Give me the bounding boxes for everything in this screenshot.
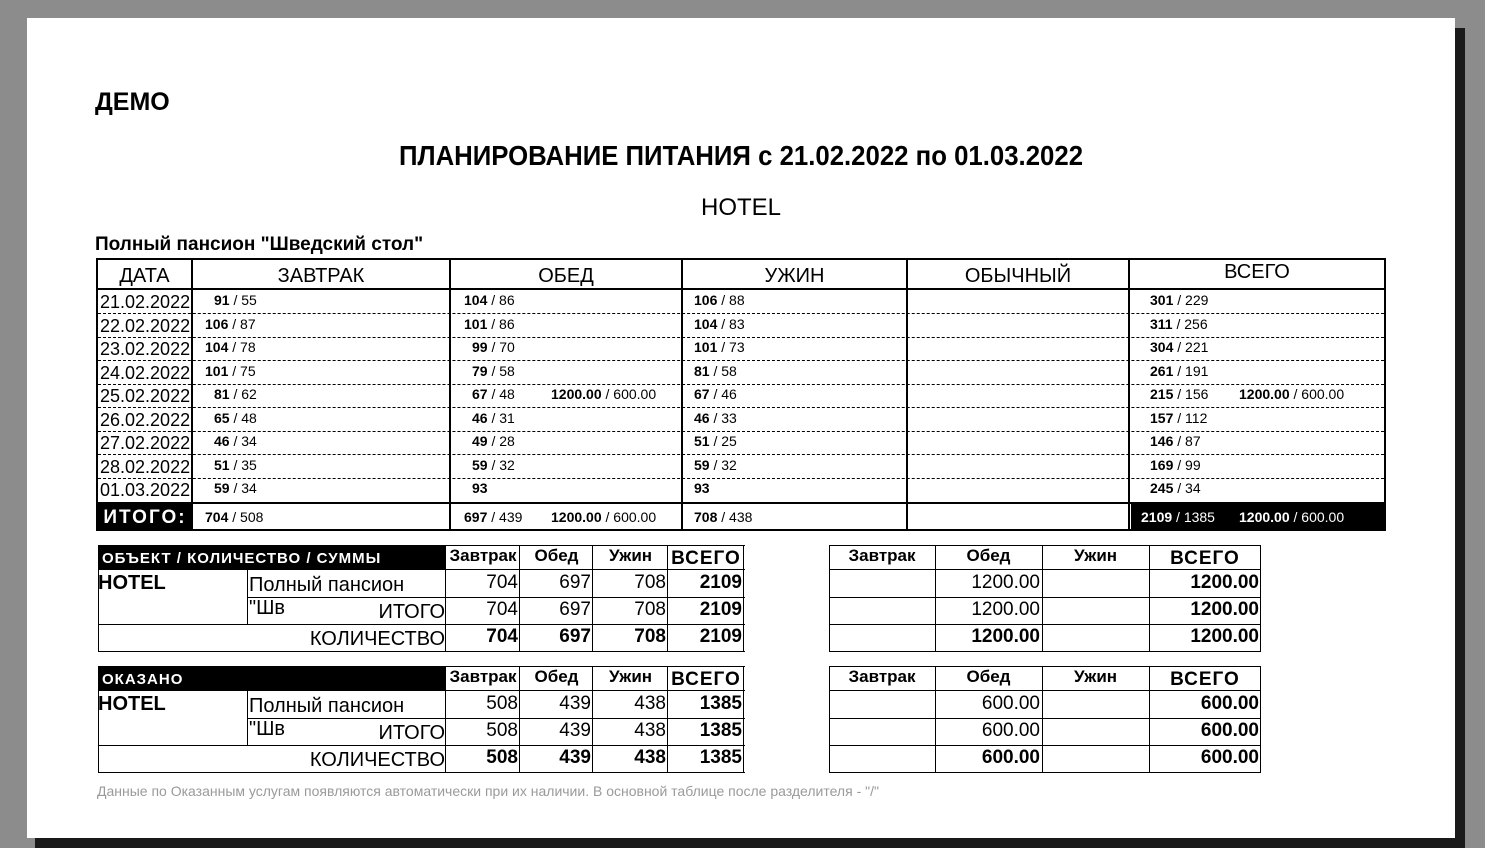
- column-header: ВСЕГО: [1224, 261, 1290, 283]
- dinner-cell-separator: /: [709, 386, 722, 402]
- total-cell-separator: /: [1173, 292, 1186, 308]
- breakfast-cell: [214, 386, 257, 402]
- date-cell: 24.02.2022: [100, 362, 191, 383]
- date-cell: 27.02.2022: [100, 433, 191, 453]
- totals-all-done: 1385: [1183, 509, 1215, 525]
- itogo-label: ИТОГО: [378, 722, 445, 744]
- date-cell: 25.02.2022: [100, 386, 191, 406]
- totals-lunch-sum-planned: 1200.00: [551, 509, 602, 525]
- breakfast-cell-done: 34: [241, 433, 257, 449]
- value-cell: 600.00: [1200, 720, 1259, 741]
- dinner-cell: [694, 410, 737, 426]
- section-title: Полный пансион "Шведский стол": [95, 234, 424, 255]
- value-cell: 697: [559, 599, 591, 620]
- breakfast-cell: [214, 410, 257, 426]
- total-cell: [1150, 316, 1208, 332]
- column-header: ОБЫЧНЫЙ: [964, 265, 1072, 287]
- lunch-cell-done: 48: [499, 386, 515, 402]
- value-cell: 704: [486, 599, 518, 620]
- breakfast-cell-planned: 104: [205, 339, 229, 355]
- breakfast-cell-separator: /: [229, 409, 242, 426]
- lunch-cell-done: 28: [499, 433, 515, 449]
- table-line: [829, 545, 830, 652]
- table-line: [829, 718, 1261, 719]
- total-cell: [1150, 433, 1201, 449]
- itogo-label: ИТОГО: [378, 601, 445, 623]
- dinner-cell-separator: /: [709, 433, 722, 449]
- value-cell: 1200.00: [971, 626, 1040, 647]
- table-header-band: ОКАЗАНО: [98, 666, 446, 690]
- table-row: [98, 384, 1384, 408]
- dinner-cell-planned: 101: [694, 339, 718, 355]
- total-cell-planned: 301: [1150, 292, 1174, 308]
- value-cell: 2109: [699, 626, 742, 647]
- totals-lunch-planned: 697: [464, 509, 488, 525]
- table-line: [1042, 666, 1043, 773]
- value-cell: 600.00: [1200, 747, 1259, 768]
- lunch-cell-done: 58: [499, 362, 515, 379]
- totals-lunch: [464, 509, 522, 525]
- footnote: Данные по Оказанным услугам появляются автоматически при их наличии. В основной таблице после разделителя - "/": [97, 783, 879, 799]
- breakfast-cell-done: 35: [241, 456, 257, 473]
- table-line: [829, 569, 1261, 570]
- lunch-cell-planned: 79: [472, 362, 488, 379]
- breakfast-cell: [205, 339, 256, 355]
- breakfast-cell-separator: /: [228, 362, 241, 379]
- total-cell-separator: /: [1173, 362, 1186, 379]
- total-cell-done: 229: [1185, 292, 1209, 308]
- table-line: [98, 651, 745, 652]
- lunch-cell-planned: 46: [472, 409, 488, 426]
- table-line: [247, 690, 248, 745]
- breakfast-cell: [214, 457, 257, 473]
- column-header: ВСЕГО: [671, 669, 741, 690]
- total-sum-cell-done: 600.00: [1301, 386, 1345, 402]
- column-header: ВСЕГО: [1170, 548, 1240, 569]
- value-cell: 1385: [699, 747, 742, 768]
- value-cell: 1200.00: [1190, 599, 1259, 620]
- column-header: Обед: [534, 546, 579, 565]
- dinner-cell: [694, 339, 745, 355]
- object-name: HOTEL: [98, 572, 166, 594]
- table-line: [829, 624, 1261, 625]
- kolichestvo-label: КОЛИЧЕСТВО: [309, 628, 445, 650]
- dinner-cell: [694, 433, 737, 449]
- column-header: Завтрак: [848, 667, 916, 686]
- breakfast-cell-done: 78: [240, 339, 256, 355]
- value-cell: 508: [486, 747, 518, 768]
- breakfast-cell: [205, 316, 256, 332]
- total-cell-separator: /: [1173, 433, 1186, 449]
- table-line: [1260, 545, 1261, 652]
- lunch-cell-separator: /: [487, 409, 500, 426]
- column-header: Завтрак: [449, 546, 517, 565]
- total-cell: [1150, 410, 1207, 426]
- lunch-sum-cell-separator: /: [601, 386, 614, 402]
- table-row: [98, 361, 1384, 385]
- totals-lunch-done: 439: [499, 509, 523, 525]
- breakfast-cell-done: 48: [241, 409, 257, 426]
- lunch-cell-done: 31: [499, 409, 515, 426]
- total-cell-planned: 169: [1150, 456, 1174, 473]
- breakfast-cell-planned: 101: [205, 362, 229, 379]
- breakfast-cell-done: 34: [241, 480, 257, 496]
- lunch-cell: [472, 339, 515, 355]
- dinner-cell-separator: /: [709, 409, 722, 426]
- lunch-cell-planned: 99: [472, 339, 488, 355]
- dinner-cell: [694, 363, 737, 379]
- date-cell: 01.03.2022: [100, 480, 191, 500]
- date-cell: 21.02.2022: [100, 292, 191, 312]
- dinner-cell-separator: /: [717, 339, 730, 355]
- total-cell: [1150, 457, 1201, 473]
- table-line: [247, 569, 248, 624]
- value-cell: 439: [559, 720, 591, 741]
- table-line: [829, 651, 1261, 652]
- totals-lunch-separator: /: [487, 509, 500, 525]
- column-header: Ужин: [608, 546, 653, 565]
- table-line: [98, 772, 745, 773]
- breakfast-cell-done: 62: [241, 386, 257, 402]
- date-cell: 22.02.2022: [100, 315, 191, 336]
- table-row: [98, 478, 1384, 501]
- table-row: [98, 431, 1384, 455]
- dinner-cell-done: 83: [729, 315, 745, 332]
- breakfast-cell-separator: /: [229, 456, 242, 473]
- lunch-sum-cell: [551, 386, 656, 402]
- total-cell-planned: 146: [1150, 433, 1174, 449]
- totals-dinner-separator: /: [717, 509, 730, 525]
- lunch-cell-separator: /: [487, 362, 500, 379]
- breakfast-cell-planned: 51: [214, 456, 230, 473]
- dinner-cell-done: 88: [729, 292, 745, 308]
- table-row: [98, 455, 1384, 479]
- total-sum-cell: [1239, 386, 1344, 402]
- breakfast-cell-separator: /: [228, 339, 241, 355]
- table-line: [445, 545, 745, 546]
- value-cell: 438: [634, 693, 666, 714]
- table-line: [829, 690, 1261, 691]
- totals-breakfast-done: 508: [240, 509, 264, 525]
- table-line: [743, 666, 744, 773]
- column-header: Завтрак: [449, 667, 517, 686]
- plan-name: Полный пансион "Шв: [249, 695, 405, 740]
- lunch-cell-separator: /: [487, 433, 500, 449]
- value-cell: 1385: [699, 720, 742, 741]
- table-row: [98, 408, 1384, 432]
- demo-label: ДЕМО: [95, 88, 170, 116]
- lunch-cell: [472, 457, 515, 473]
- total-cell-done: 112: [1185, 409, 1208, 426]
- dinner-cell-planned: 67: [694, 386, 710, 402]
- total-cell-separator: /: [1173, 480, 1186, 496]
- lunch-cell-planned: 104: [464, 292, 488, 308]
- dinner-cell-planned: 59: [694, 456, 710, 473]
- value-cell: 508: [486, 720, 518, 741]
- lunch-cell-done: 70: [499, 339, 515, 355]
- value-cell: 1200.00: [971, 599, 1040, 620]
- column-header: ДАТА: [119, 265, 170, 287]
- value-cell: 600.00: [1200, 693, 1259, 714]
- totals-breakfast: [205, 509, 263, 525]
- total-cell-done: 156: [1185, 386, 1209, 402]
- total-cell: [1150, 363, 1208, 379]
- totals-all-sum-planned: 1200.00: [1239, 509, 1290, 525]
- breakfast-cell: [214, 433, 257, 449]
- table-row: [98, 337, 1384, 361]
- breakfast-cell-separator: /: [229, 433, 242, 449]
- table-line: [829, 666, 1261, 667]
- total-cell-done: 34: [1185, 480, 1201, 496]
- value-cell: 1385: [699, 693, 742, 714]
- totals-dinner-planned: 708: [694, 509, 718, 525]
- value-cell: 600.00: [981, 747, 1040, 768]
- total-cell-planned: 311: [1150, 315, 1173, 332]
- totals-lunch-sum-done: 600.00: [613, 509, 657, 525]
- lunch-cell-planned: 101: [464, 315, 488, 332]
- breakfast-cell-planned: 81: [214, 386, 230, 402]
- totals-lunch-sum: [551, 509, 656, 525]
- breakfast-cell-planned: 46: [214, 433, 230, 449]
- value-cell: 600.00: [981, 720, 1040, 741]
- value-cell: 704: [486, 626, 518, 647]
- dinner-cell-planned: 81: [694, 362, 710, 379]
- total-cell-separator: /: [1173, 456, 1186, 473]
- dinner-cell-separator: /: [709, 456, 722, 473]
- lunch-cell: [472, 433, 515, 449]
- breakfast-cell: [205, 363, 256, 379]
- total-cell-planned: 157: [1150, 409, 1174, 426]
- breakfast-cell-separator: /: [229, 386, 242, 402]
- breakfast-cell-done: 55: [241, 292, 257, 308]
- dinner-cell: [694, 316, 745, 332]
- dinner-cell-separator: /: [717, 292, 730, 308]
- breakfast-cell: [214, 292, 257, 308]
- lunch-cell-separator: /: [487, 292, 500, 308]
- column-header: Завтрак: [848, 546, 916, 565]
- totals-all-sum-separator: /: [1289, 509, 1302, 525]
- lunch-cell-planned: 59: [472, 456, 488, 473]
- totals-lunch-sum-separator: /: [601, 509, 614, 525]
- table-line: [98, 569, 745, 570]
- lunch-sum-cell-done: 600.00: [613, 386, 657, 402]
- dinner-cell-separator: /: [717, 315, 730, 332]
- dinner-cell: [694, 480, 710, 496]
- lunch-cell: [472, 410, 515, 426]
- dinner-cell-planned: 51: [694, 433, 710, 449]
- total-cell: [1150, 386, 1208, 402]
- total-cell-planned: 304: [1150, 339, 1174, 355]
- totals-label: ИТОГО:: [98, 504, 192, 531]
- total-cell-planned: 245: [1150, 480, 1174, 496]
- date-cell: 23.02.2022: [100, 339, 191, 359]
- breakfast-cell-planned: 106: [205, 315, 229, 332]
- value-cell: 439: [559, 693, 591, 714]
- object-name: HOTEL: [700, 194, 781, 221]
- lunch-cell: [472, 386, 515, 402]
- kolichestvo-label: КОЛИЧЕСТВО: [309, 749, 445, 771]
- breakfast-cell-planned: 91: [214, 292, 230, 308]
- lunch-cell: [472, 480, 488, 496]
- column-header: Обед: [534, 667, 579, 686]
- date-cell: 26.02.2022: [100, 409, 191, 430]
- lunch-cell-separator: /: [487, 386, 500, 402]
- table-line: [829, 597, 1261, 598]
- totals-breakfast-planned: 704: [205, 509, 229, 525]
- column-header: Ужин: [1073, 546, 1118, 565]
- total-cell: [1150, 339, 1208, 355]
- total-cell: [1150, 292, 1208, 308]
- lunch-cell-done: 86: [499, 292, 515, 308]
- value-cell: 1200.00: [1190, 626, 1259, 647]
- dinner-cell-planned: 46: [694, 409, 710, 426]
- lunch-cell-done: 32: [499, 456, 515, 473]
- total-cell-planned: 261: [1150, 362, 1174, 379]
- table-row: [98, 314, 1384, 338]
- totals-all-planned: 2109: [1141, 509, 1173, 525]
- totals-dinner: [694, 509, 752, 525]
- totals-all-separator: /: [1172, 509, 1184, 525]
- column-header: ЗАВТРАК: [277, 265, 365, 287]
- dinner-cell-planned: 104: [694, 315, 718, 332]
- dinner-cell-done: 33: [721, 409, 737, 426]
- dinner-cell-done: 73: [729, 339, 745, 355]
- dinner-cell-planned: 106: [694, 292, 718, 308]
- totals-dinner-done: 438: [729, 509, 753, 525]
- column-header: Обед: [966, 667, 1011, 686]
- breakfast-cell-planned: 65: [214, 409, 230, 426]
- totals-all-sum: [1239, 509, 1344, 525]
- dinner-cell-done: 25: [721, 433, 737, 449]
- value-cell: 438: [634, 720, 666, 741]
- total-cell-separator: /: [1173, 339, 1186, 355]
- breakfast-cell-planned: 59: [214, 480, 230, 496]
- column-header: Обед: [966, 546, 1011, 565]
- total-cell-done: 221: [1185, 339, 1209, 355]
- value-cell: 2109: [699, 599, 742, 620]
- dinner-cell: [694, 457, 737, 473]
- dinner-cell: [694, 292, 745, 308]
- value-cell: 439: [559, 747, 591, 768]
- table-line: [98, 745, 745, 746]
- value-cell: 697: [559, 572, 591, 593]
- column-header: Ужин: [1073, 667, 1118, 686]
- table-line: [829, 545, 1261, 546]
- value-cell: 704: [486, 572, 518, 593]
- object-name: HOTEL: [98, 693, 166, 715]
- breakfast-cell: [214, 480, 257, 496]
- table-line: [98, 624, 745, 625]
- table-row: [98, 290, 1384, 314]
- table-header-band: ОБЪЕКТ / КОЛИЧЕСТВО / СУММЫ: [98, 545, 446, 569]
- lunch-cell: [464, 316, 515, 332]
- plan-name: Полный пансион "Шв: [249, 574, 405, 619]
- dinner-cell-separator: /: [709, 362, 722, 379]
- table-line: [743, 545, 744, 652]
- column-header: ВСЕГО: [671, 548, 741, 569]
- table-line: [445, 666, 745, 667]
- table-line: [98, 690, 745, 691]
- lunch-cell-planned: 49: [472, 433, 488, 449]
- breakfast-cell-separator: /: [228, 315, 241, 332]
- lunch-cell-planned: 67: [472, 386, 488, 402]
- dinner-cell-done: 58: [721, 362, 737, 379]
- breakfast-cell-done: 75: [240, 362, 256, 379]
- column-header: Ужин: [608, 667, 653, 686]
- breakfast-cell-done: 87: [240, 315, 256, 332]
- date-cell: 28.02.2022: [100, 456, 191, 477]
- value-cell: 1200.00: [1190, 572, 1259, 593]
- lunch-cell: [464, 292, 515, 308]
- total-cell-separator: /: [1173, 409, 1186, 426]
- meal-plan-table: [96, 258, 1386, 531]
- breakfast-cell-separator: /: [229, 292, 242, 308]
- report-page: [27, 18, 1455, 838]
- value-cell: 708: [634, 572, 666, 593]
- value-cell: 600.00: [981, 693, 1040, 714]
- value-cell: 708: [634, 599, 666, 620]
- lunch-cell-separator: /: [487, 315, 500, 332]
- totals-all: [1141, 509, 1215, 525]
- totals-breakfast-separator: /: [228, 509, 241, 525]
- value-cell: 2109: [699, 572, 742, 593]
- table-line: [1042, 545, 1043, 652]
- total-cell-done: 99: [1185, 456, 1201, 473]
- total-cell-done: 87: [1185, 433, 1201, 449]
- dinner-cell-done: 46: [721, 386, 737, 402]
- total-cell-planned: 215: [1150, 386, 1174, 402]
- total-cell: [1150, 480, 1201, 496]
- lunch-cell-separator: /: [487, 339, 500, 355]
- table-line: [829, 745, 1261, 746]
- dinner-cell-done: 32: [721, 456, 737, 473]
- lunch-cell-done: 86: [499, 315, 515, 332]
- value-cell: 1200.00: [971, 572, 1040, 593]
- value-cell: 508: [486, 693, 518, 714]
- total-cell-separator: /: [1173, 386, 1186, 402]
- column-header: УЖИН: [764, 265, 825, 287]
- lunch-sum-cell-planned: 1200.00: [551, 386, 602, 402]
- total-sum-cell-separator: /: [1289, 386, 1302, 402]
- dinner-cell-planned: 93: [694, 480, 710, 496]
- dinner-cell: [694, 386, 737, 402]
- total-cell-done: 256: [1184, 315, 1208, 332]
- breakfast-cell-separator: /: [229, 480, 242, 496]
- total-cell-done: 191: [1185, 362, 1209, 379]
- total-cell-separator: /: [1172, 315, 1185, 332]
- table-line: [829, 772, 1261, 773]
- value-cell: 708: [634, 626, 666, 647]
- lunch-cell-planned: 93: [472, 480, 488, 496]
- total-sum-cell-planned: 1200.00: [1239, 386, 1290, 402]
- totals-all-sum-done: 600.00: [1301, 509, 1345, 525]
- value-cell: 438: [634, 747, 666, 768]
- table-line: [829, 666, 830, 773]
- report-title: ПЛАНИРОВАНИЕ ПИТАНИЯ с 21.02.2022 по 01.03.2022: [398, 140, 1084, 171]
- column-header: ОБЕД: [538, 265, 594, 287]
- lunch-cell-separator: /: [487, 456, 500, 473]
- column-header: ВСЕГО: [1170, 669, 1240, 690]
- lunch-cell: [472, 363, 515, 379]
- value-cell: 697: [559, 626, 591, 647]
- table-line: [1260, 666, 1261, 773]
